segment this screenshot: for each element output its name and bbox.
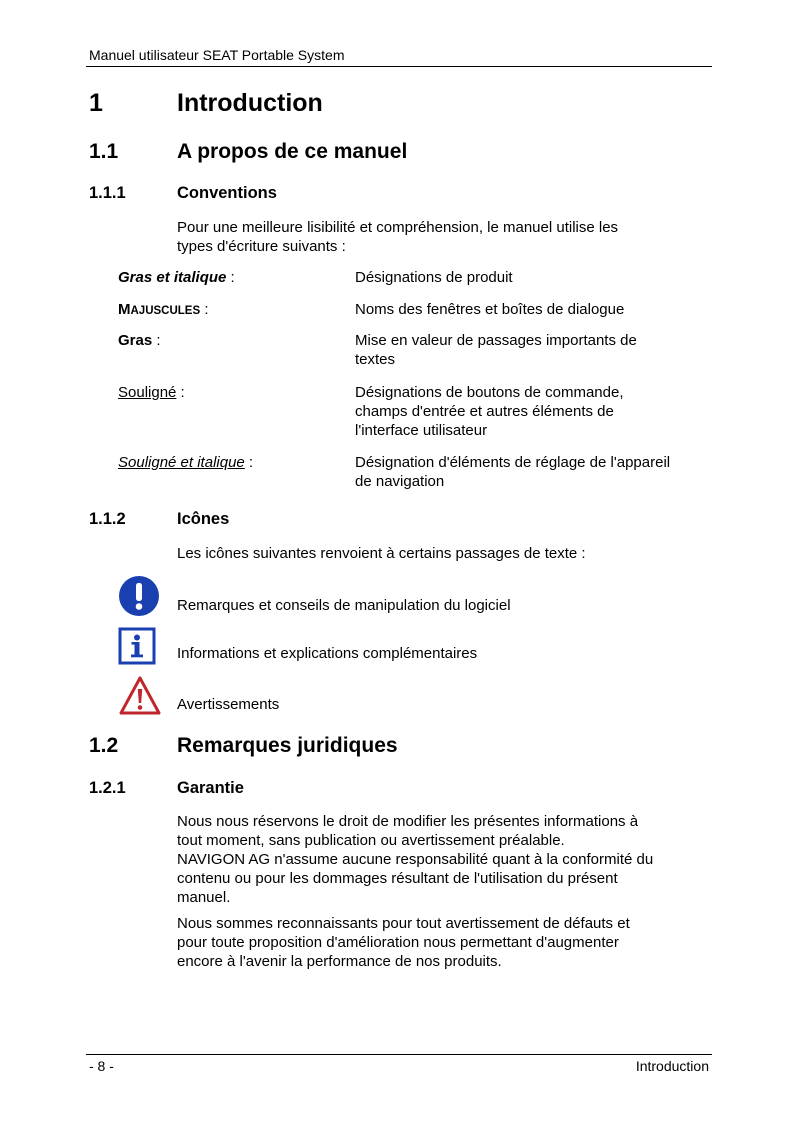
convention-desc: Noms des fenêtres et boîtes de dialogue (355, 301, 625, 318)
convention-desc: Désignation d'éléments de réglage de l'appareil de navigation (355, 454, 671, 490)
footer-chapter: Introduction (635, 1058, 709, 1074)
section-number: 1.1 (89, 140, 119, 163)
intro-line: types d'écriture suivants : (177, 238, 346, 255)
subsection-title: Conventions (177, 184, 277, 202)
section-title: Remarques juridiques (177, 734, 398, 757)
conventions-intro (177, 218, 717, 256)
icons-intro: Les icônes suivantes renvoient à certains passages de texte : (177, 545, 586, 562)
subsection-number: 1.1.1 (89, 184, 126, 202)
section-title: A propos de ce manuel (177, 140, 408, 163)
convention-desc: Mise en valeur de passages importants de textes (355, 332, 637, 368)
convention-term: Souligné et italique : (118, 454, 254, 471)
running-header: Manuel utilisateur SEAT Portable System (89, 47, 345, 63)
intro-line: Pour une meilleure lisibilité et compréhension, le manuel utilise les (177, 219, 619, 236)
convention-desc: Désignations de boutons de commande, champs d'entrée et autres éléments de l'interface utilisateur (355, 384, 624, 439)
icon-label: Avertissements (177, 696, 280, 713)
header-rule (86, 66, 712, 67)
subsection-number: 1.1.2 (89, 510, 126, 528)
exclamation-icon (118, 575, 162, 617)
chapter-number: 1 (89, 89, 103, 117)
convention-term: Gras : (118, 332, 161, 349)
convention-term: Gras et italique : (118, 269, 235, 286)
icon-label: Informations et explications complémentaires (177, 645, 478, 662)
info-icon (118, 627, 162, 669)
subsection-title: Icônes (177, 510, 230, 528)
warranty-paragraph: Nous nous réservons le droit de modifier les présentes informations à tout moment, sans publication ou avertissement préalable. NAVIGON AG n'assume aucune responsabilité quant à la conformité du contenu ou pour les dommages résultant de l'utilisation du présent manuel. (177, 813, 654, 906)
chapter-title: Introduction (177, 89, 323, 117)
page-number: - 8 - (89, 1058, 114, 1074)
section-number: 1.2 (89, 734, 119, 757)
convention-term: Souligné : (118, 384, 185, 401)
warranty-paragraph: Nous sommes reconnaissants pour tout avertissement de défauts et pour toute proposition d'amélioration nous permettant d'augmenter encore à l'avenir la performance de nos produits. (177, 915, 630, 970)
footer-rule (86, 1054, 712, 1055)
convention-desc: Désignations de produit (355, 269, 513, 286)
icon-label: Remarques et conseils de manipulation du logiciel (177, 597, 511, 614)
subsection-number: 1.2.1 (89, 779, 126, 797)
subsection-title: Garantie (177, 779, 244, 797)
warning-icon (118, 675, 162, 717)
convention-term: MAJUSCULES : (118, 301, 209, 318)
